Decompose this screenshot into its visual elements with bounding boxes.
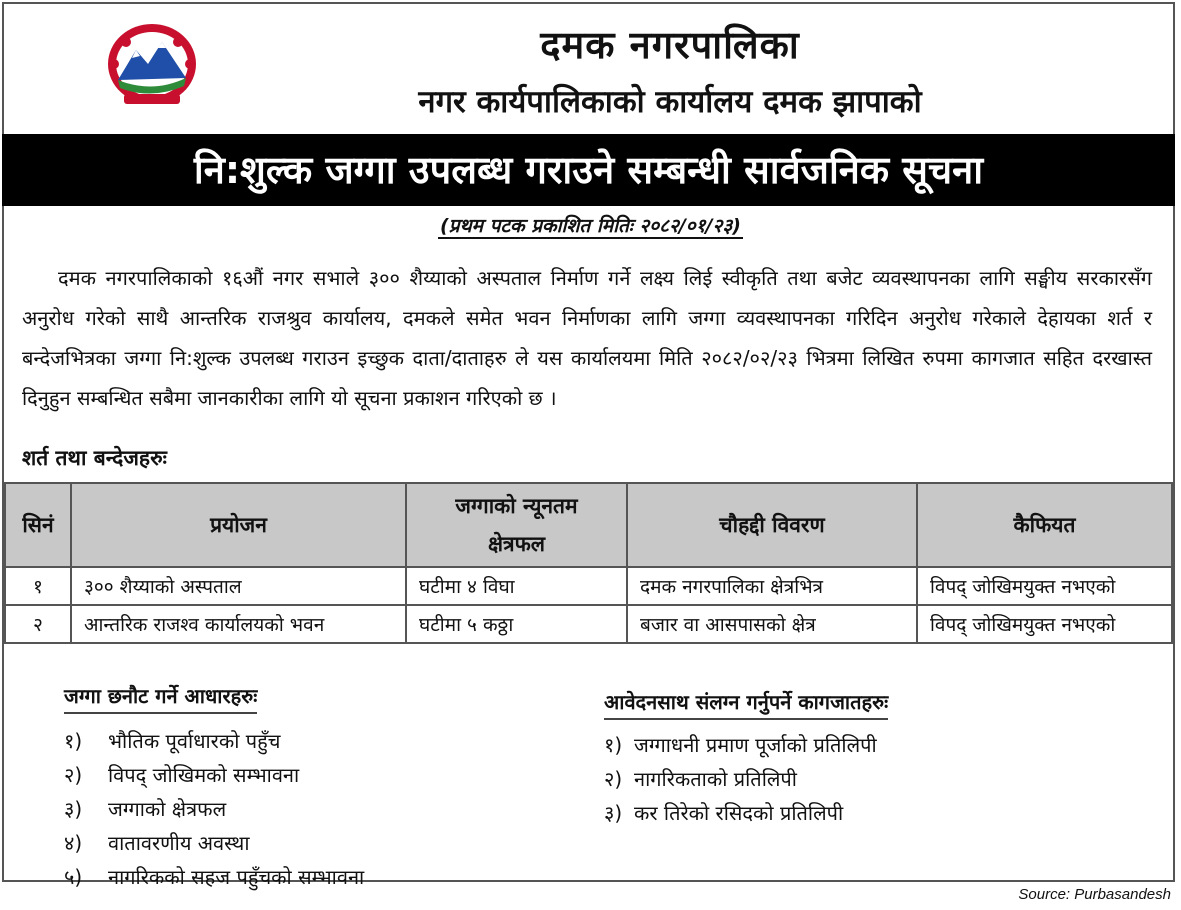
list-item [604, 728, 1084, 762]
list-item [64, 724, 544, 758]
col-header-min-area [406, 483, 627, 567]
list-item-text: जग्गाधनी प्रमाण पूर्जाको प्रतिलिपी [634, 733, 877, 757]
table-row [5, 605, 1172, 643]
list-item-number: ५) [64, 865, 83, 889]
list-item-number: ४) [64, 831, 83, 855]
cell-purpose: आन्तरिक राजश्व कार्यालयको भवन [71, 605, 406, 643]
list-item [604, 762, 1084, 796]
cell-remarks: विपद् जोखिमयुक्त नभएको [917, 605, 1172, 643]
notice-body: दमक नगरपालिकाको १६औं नगर सभाले ३०० शैय्याको अस्पताल निर्माण गर्ने लक्ष्य लिई स्वीकृति तथा बजेट व्यवस्थापनका लागि सङ्घीय सरकारसँग अनुरोध गरेको साथै आन्तरिक राजश्रुव कार्यालय, दमकले समेत भवन निर्माणका लागि जग्गा व्यवस्थापनका गरिदिन अनुरोध गरेकाले देहायका शर्त र बन्देजभित्रका जग्गा नि:शुल्क उपलब्ध गराउन इच्छुक दाता/दाताहरु ले यस कार्यालयमा मिति २०८२/०२/२३ भित्रमा लिखित रुपमा कागजात सहित दरखास्त दिनुहुन सम्बन्धित सबैमा जानकारीका लागि यो सूचना प्रकाशन गरिएको छ । [22, 266, 1152, 410]
cell-boundary: दमक नगरपालिका क्षेत्रभित्र [627, 567, 917, 605]
source-credit: Source: Purbasandesh [1018, 886, 1171, 903]
cell-boundary: बजार वा आसपासको क्षेत्र [627, 605, 917, 643]
list-item-number: ३) [64, 797, 83, 821]
publication-date-text: (प्रथम पटक प्रकाशित मितिः २०८२/०१/२३) [440, 215, 741, 237]
list-item-text: भौतिक पूर्वाधारको पहुँच [108, 729, 281, 753]
terms-heading: शर्त तथा बन्देजहरुः [22, 446, 167, 470]
list-item [604, 796, 1084, 830]
cell-remarks: विपद् जोखिमयुक्त नभएको [917, 567, 1172, 605]
list-item-number: १) [64, 729, 83, 753]
col-header-sn: सिनं [5, 483, 71, 567]
selection-criteria [64, 682, 544, 894]
list-item [64, 758, 544, 792]
office-subtitle: नगर कार्यपालिकाको कार्यालय दमक झापाको [418, 84, 922, 120]
required-documents [604, 688, 1084, 830]
nepal-emblem-icon [104, 20, 200, 110]
list-item [64, 826, 544, 860]
list-item-text: विपद् जोखिमको सम्भावना [108, 763, 300, 787]
list-item-number: १) [604, 733, 623, 757]
cell-min-area: घटीमा ५ कठ्ठा [406, 605, 627, 643]
list-item [64, 860, 544, 894]
table-header-row [5, 483, 1172, 567]
col-header-min-area-text: जग्गाको न्यूनतम क्षेत्रफल [455, 494, 578, 556]
list-item-number: २) [604, 767, 623, 791]
col-header-remarks: कैफियत [917, 483, 1172, 567]
documents-heading: आवेदनसाथ संलग्न गर्नुपर्ने कागजातहरुः [604, 688, 888, 720]
cell-sn: १ [5, 567, 71, 605]
col-header-purpose: प्रयोजन [71, 483, 406, 567]
list-item-number: २) [64, 763, 83, 787]
publication-date [0, 212, 1181, 238]
list-item-text: नागरिकको सहज पहुँचको सम्भावना [108, 865, 365, 889]
list-item-text: कर तिरेको रसिदको प्रतिलिपी [634, 801, 844, 825]
list-item-number: ३) [604, 801, 623, 825]
notice-title-banner: नि:शुल्क जग्गा उपलब्ध गराउने सम्बन्धी सार्वजनिक सूचना [2, 134, 1175, 206]
cell-sn: २ [5, 605, 71, 643]
list-item-text: जग्गाको क्षेत्रफल [108, 797, 227, 821]
terms-table [4, 482, 1173, 644]
criteria-heading: जग्गा छनौट गर्ने आधारहरुः [64, 682, 257, 714]
cell-purpose: ३०० शैय्याको अस्पताल [71, 567, 406, 605]
table-row [5, 567, 1172, 605]
list-item [64, 792, 544, 826]
col-header-boundary: चौहद्दी विवरण [627, 483, 917, 567]
cell-min-area: घटीमा ४ विघा [406, 567, 627, 605]
municipality-title: दमक नगरपालिका [540, 23, 800, 67]
list-item-text: वातावरणीय अवस्था [108, 831, 250, 855]
list-item-text: नागरिकताको प्रतिलिपी [634, 767, 797, 791]
